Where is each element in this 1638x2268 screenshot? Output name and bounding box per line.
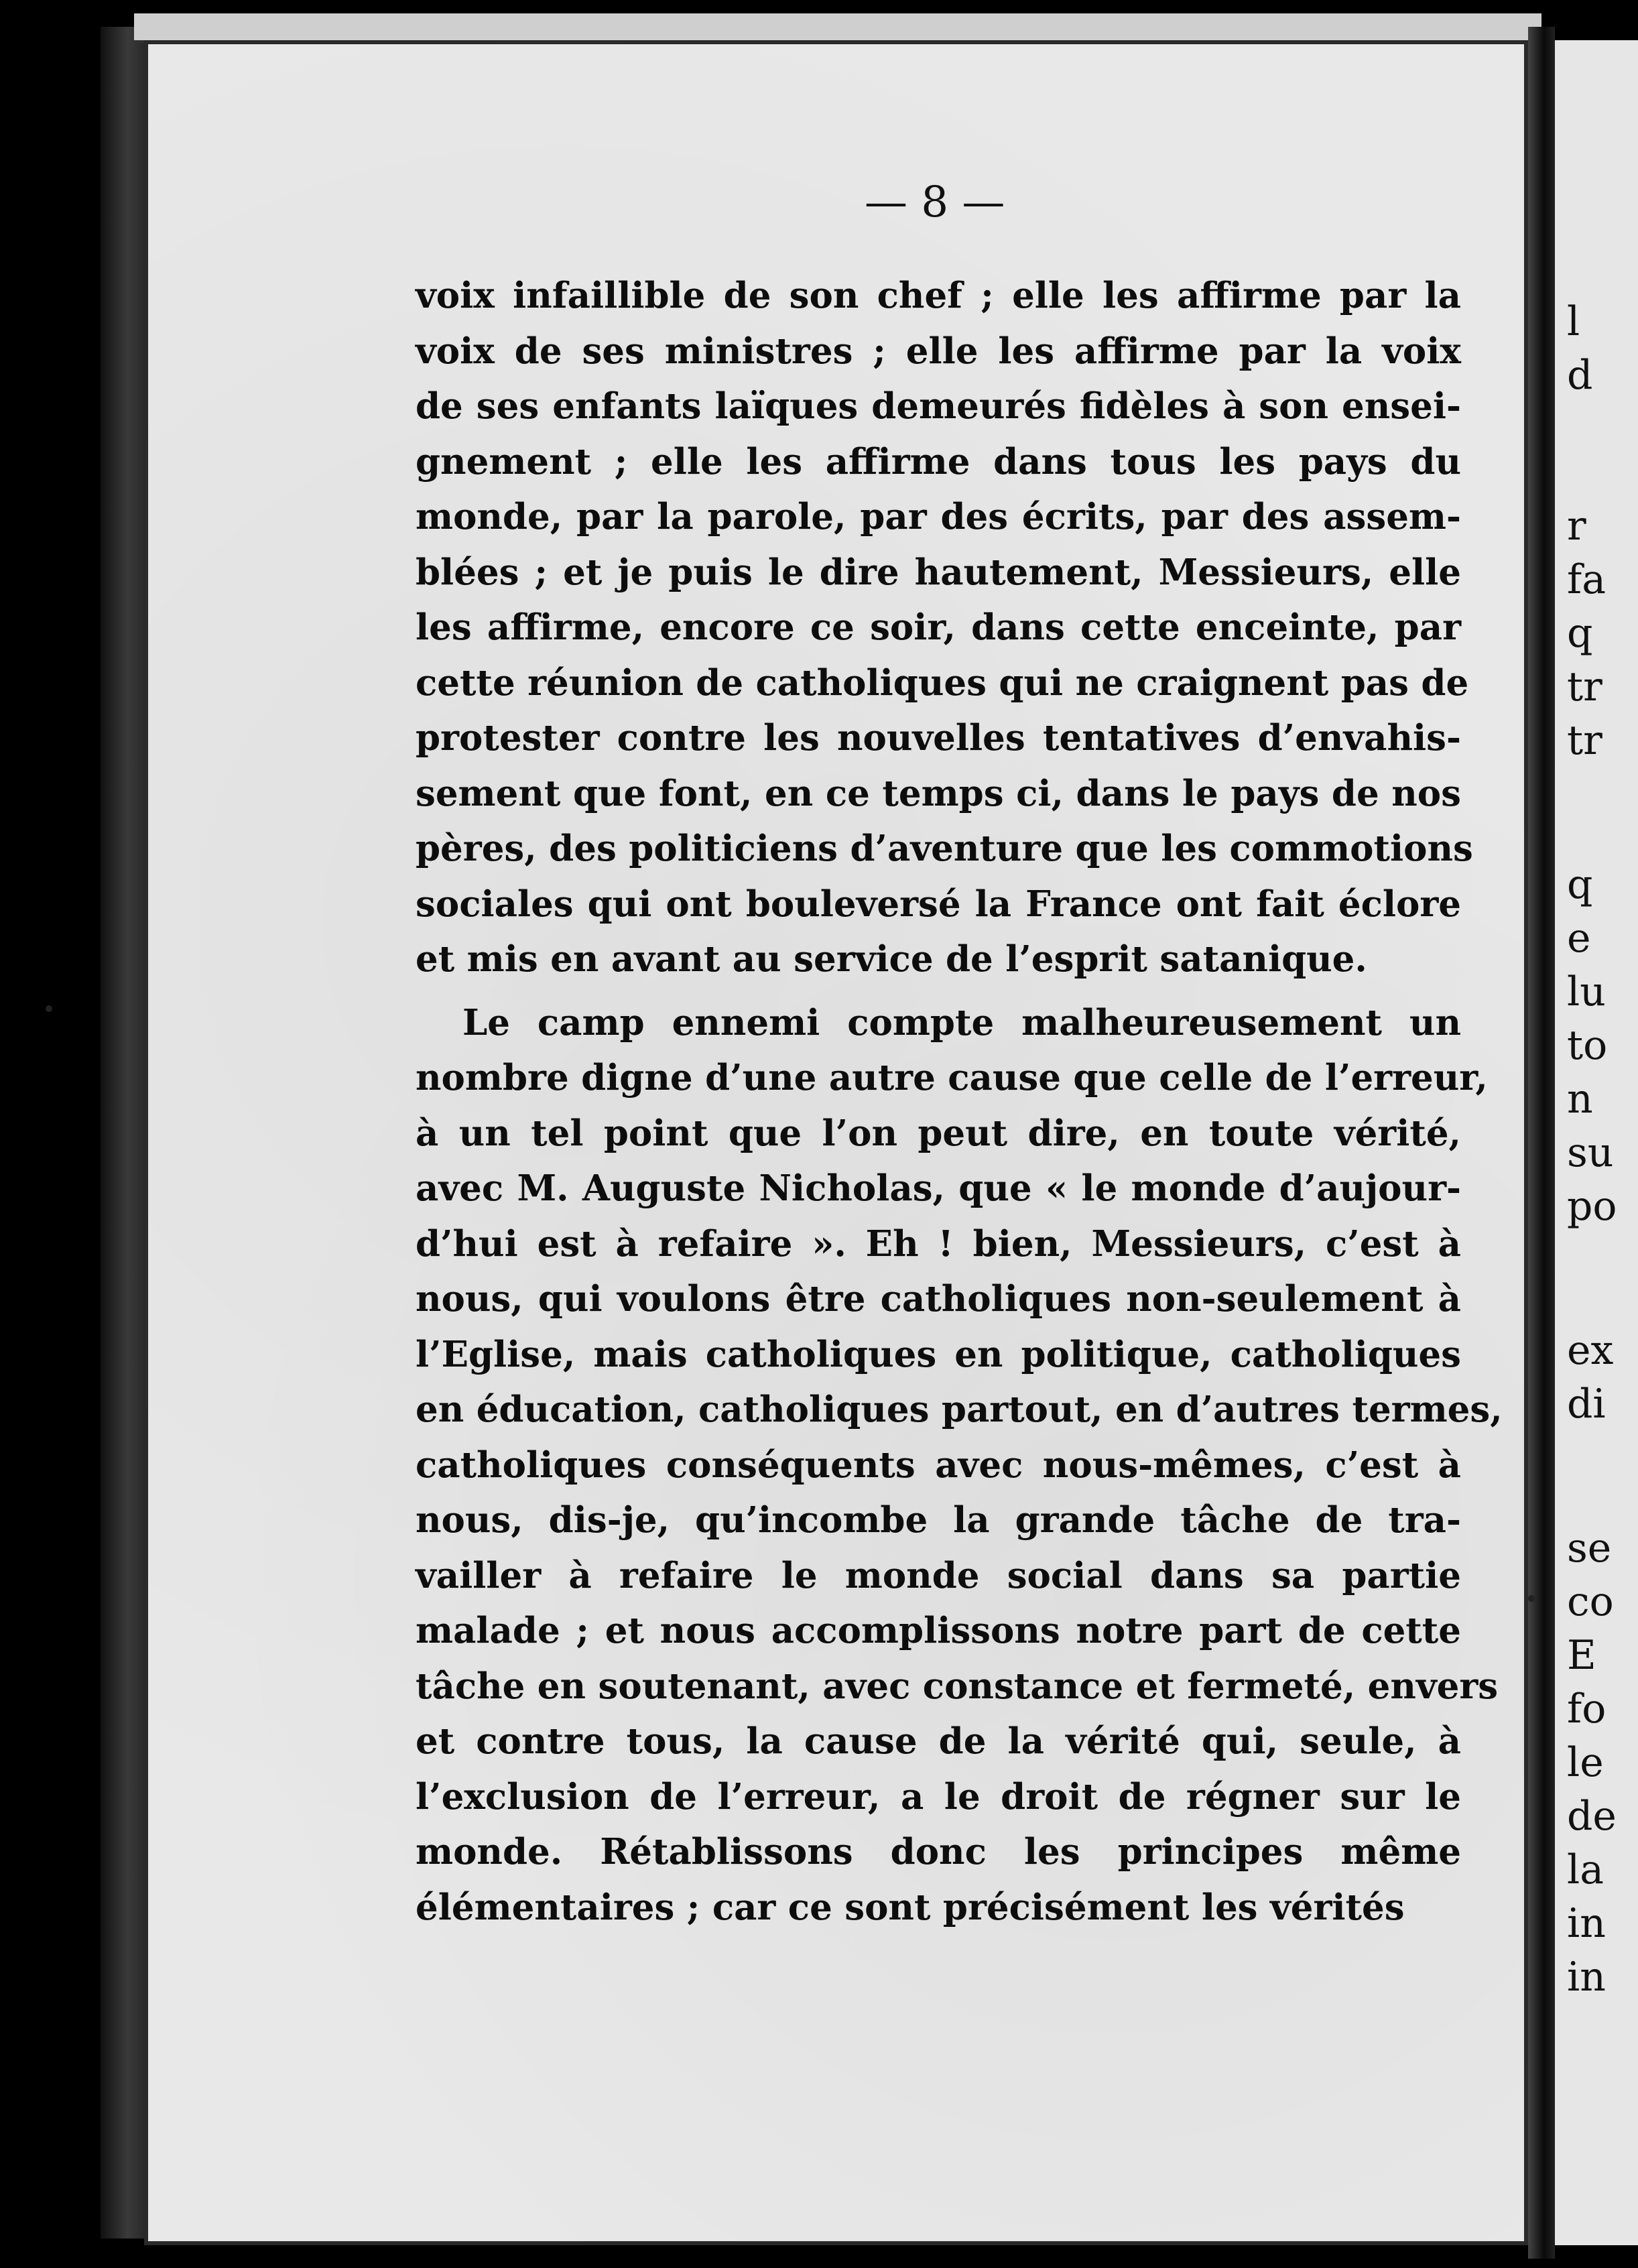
text-line: monde. Rétablissons donc les principes même: [416, 1831, 1461, 1873]
page-number: — 8 —: [865, 178, 1005, 227]
text-line: et contre tous, la cause de la vérité qui, seule, à: [416, 1720, 1461, 1762]
facing-page-fragment: fa: [1567, 556, 1606, 603]
text-line: vailler à refaire le monde social dans sa partie: [416, 1554, 1461, 1596]
text-line: voix infaillible de son chef ; elle les affirme par la: [416, 275, 1461, 316]
text-line: l’Eglise, mais catholiques en politique, catholiques: [416, 1333, 1461, 1375]
text-line: nombre digne d’une autre cause que celle de l’erreur,: [416, 1057, 1488, 1098]
text-line: à un tel point que l’on peut dire, en toute vérité,: [416, 1112, 1461, 1154]
facing-page-fragment: E: [1567, 1632, 1596, 1679]
text-line: sement que font, en ce temps ci, dans le pays de nos: [416, 772, 1461, 814]
facing-page-fragment: d: [1567, 352, 1593, 399]
text-line: avec M. Auguste Nicholas, que « le monde d’aujour-: [416, 1168, 1461, 1209]
text-line: l’exclusion de l’erreur, a le droit de régner sur le: [416, 1775, 1461, 1818]
text-line: catholiques conséquents avec nous-mêmes, c’est à: [416, 1444, 1461, 1486]
facing-page-fragment: to: [1567, 1022, 1608, 1069]
facing-page-fragment: la: [1567, 1846, 1604, 1893]
facing-page-fragment: e: [1567, 915, 1591, 962]
facing-page-fragment: n: [1567, 1076, 1593, 1123]
text-line: tâche en soutenant, avec constance et fermeté, envers: [416, 1665, 1499, 1707]
facing-page-fragment: le: [1567, 1739, 1604, 1786]
facing-page-fragment: q: [1567, 861, 1593, 908]
facing-page-fragment: co: [1567, 1578, 1614, 1625]
facing-page-fragment: po: [1567, 1183, 1617, 1230]
page-gutter: [1528, 27, 1555, 2259]
facing-page-fragment: ex: [1567, 1327, 1614, 1374]
text-line: protester contre les nouvelles tentatives d’envahis-: [416, 717, 1461, 759]
text-line: cette réunion de catholiques qui ne craignent pas de: [416, 662, 1469, 704]
facing-page-fragment: lu: [1567, 968, 1606, 1015]
facing-page-fragment: fo: [1567, 1686, 1606, 1732]
text-line: nous, dis-je, qu’incombe la grande tâche de tra-: [416, 1499, 1461, 1541]
facing-page-fragment: su: [1567, 1129, 1614, 1176]
text-line: malade ; et nous accomplissons notre part de cette: [416, 1610, 1461, 1651]
text-line: gnement ; elle les affirme dans tous les pays du: [416, 440, 1461, 483]
text-line: blées ; et je puis le dire hautement, Messieurs, elle: [416, 551, 1461, 593]
page-top-edge: [134, 13, 1541, 43]
text-line: monde, par la parole, par des écrits, par des assem-: [416, 496, 1461, 538]
text-line: d’hui est à refaire ». Eh ! bien, Messieurs, c’est à: [416, 1222, 1461, 1265]
facing-page-fragment: l: [1567, 298, 1580, 345]
facing-page-strip: [1555, 40, 1638, 2245]
text-line: élémentaires ; car ce sont précisément les vérités: [416, 1886, 1405, 1928]
facing-page-fragment: in: [1567, 1900, 1606, 1947]
facing-page-fragment: in: [1567, 1954, 1606, 2001]
facing-page-fragment: q: [1567, 610, 1593, 657]
text-line: de ses enfants laïques demeurés fidèles à son ensei-: [416, 385, 1461, 427]
text-line: les affirme, encore ce soir, dans cette enceinte, par: [416, 607, 1461, 648]
facing-page-fragment: se: [1567, 1525, 1612, 1572]
text-line: nous, qui voulons être catholiques non-seulement à: [416, 1278, 1461, 1320]
stray-mark: [1528, 1595, 1535, 1602]
page-body-text: [416, 268, 1503, 1935]
facing-page-fragment: tr: [1567, 717, 1602, 764]
text-line: en éducation, catholiques partout, en d’autres termes,: [416, 1389, 1503, 1430]
text-line: Le camp ennemi compte malheureusement un: [462, 1001, 1461, 1044]
stray-mark: [46, 1005, 52, 1012]
facing-page-fragment: tr: [1567, 664, 1602, 710]
text-line: sociales qui ont bouleversé la France ont fait éclore: [416, 883, 1461, 925]
facing-page-fragment: di: [1567, 1381, 1606, 1428]
facing-page-fragment: r: [1567, 503, 1586, 550]
text-line: et mis en avant au service de l’esprit satanique.: [416, 938, 1367, 980]
text-line: pères, des politiciens d’aventure que les commotions: [416, 828, 1473, 869]
text-line: voix de ses ministres ; elle les affirme par la voix: [416, 330, 1461, 372]
facing-page-fragment: de: [1567, 1793, 1617, 1840]
